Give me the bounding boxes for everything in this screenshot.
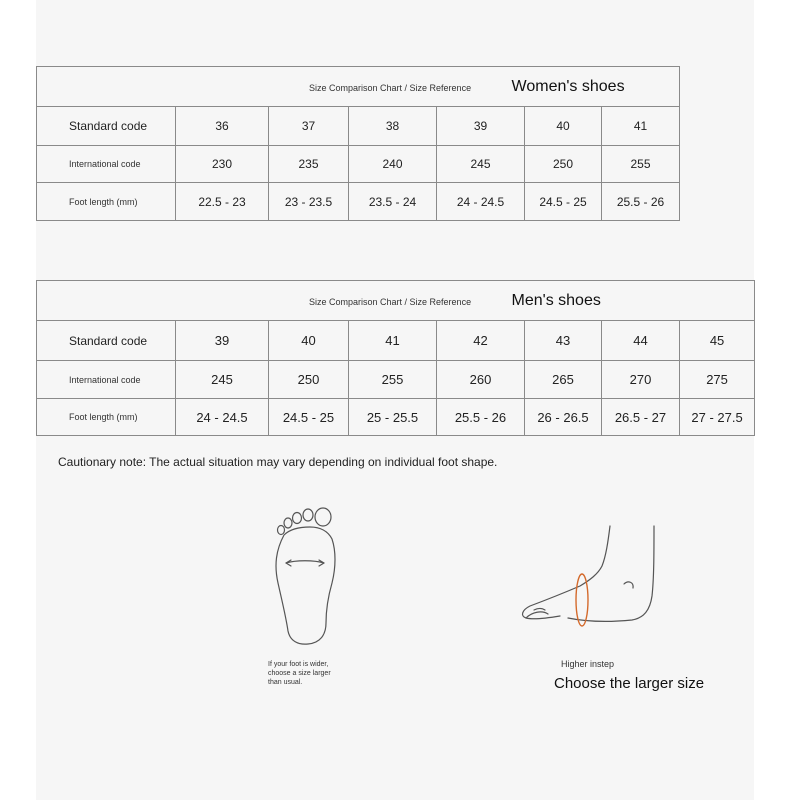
row-label-standard-code: Standard code [37,107,176,146]
women-shoes-title: Women's shoes [511,77,625,95]
cell: 22.5 - 23 [176,183,269,221]
instep-label: Higher instep [561,659,615,669]
cell: 245 [176,361,269,399]
size-chart-caption: Size Comparison Chart / Size Reference [309,82,472,93]
cell: 43 [525,321,602,361]
row-label-foot-length: Foot length (mm) [37,183,176,221]
women-size-table [36,66,680,221]
cell: 265 [525,361,602,399]
table-row [37,361,755,399]
instep-advice: Choose the larger size [554,675,705,692]
cell: 39 [176,321,269,361]
row-label-international-code: International code [37,146,176,183]
cell: 41 [349,321,437,361]
cell: 275 [680,361,755,399]
cell: 255 [602,146,680,183]
cell: 23 - 23.5 [269,183,349,221]
cell: 250 [269,361,349,399]
cell: 41 [602,107,680,146]
cell: 25 - 25.5 [349,399,437,436]
men-size-table [36,280,755,436]
men-table-caption [37,281,755,321]
cell: 24 - 24.5 [437,183,525,221]
cell: 25.5 - 26 [437,399,525,436]
cell: 24 - 24.5 [176,399,269,436]
cell: 37 [269,107,349,146]
foot-sole-icon [262,505,352,650]
wide-foot-note-line: If your foot is wider, [268,661,329,668]
cell: 45 [680,321,755,361]
cautionary-note: Cautionary note: The actual situation may vary depending on individual foot shape. [58,455,498,469]
table-row [37,399,755,436]
cell: 260 [437,361,525,399]
wide-foot-note [268,660,331,687]
women-table-caption [37,67,680,107]
cell: 250 [525,146,602,183]
cell: 36 [176,107,269,146]
cell: 235 [269,146,349,183]
foot-instep-icon [512,522,672,632]
cell: 42 [437,321,525,361]
cell: 23.5 - 24 [349,183,437,221]
cell: 26.5 - 27 [602,399,680,436]
cell: 24.5 - 25 [269,399,349,436]
cell: 38 [349,107,437,146]
cell: 26 - 26.5 [525,399,602,436]
cell: 230 [176,146,269,183]
cell: 255 [349,361,437,399]
cell: 25.5 - 26 [602,183,680,221]
row-label-standard-code: Standard code [37,321,176,361]
cell: 245 [437,146,525,183]
row-label-foot-length: Foot length (mm) [37,399,176,436]
wide-foot-note-line: than usual. [268,679,303,686]
table-row [37,183,680,221]
size-chart-caption: Size Comparison Chart / Size Reference [309,296,472,307]
cell: 27 - 27.5 [680,399,755,436]
table-row [37,321,755,361]
table-row [37,146,680,183]
cell: 39 [437,107,525,146]
cell: 40 [525,107,602,146]
row-label-international-code: International code [37,361,176,399]
cell: 270 [602,361,680,399]
table-row [37,107,680,146]
wide-foot-note-line: choose a size larger [268,670,331,677]
cell: 240 [349,146,437,183]
cell: 24.5 - 25 [525,183,602,221]
men-shoes-title: Men's shoes [511,291,601,309]
cell: 40 [269,321,349,361]
cell: 44 [602,321,680,361]
